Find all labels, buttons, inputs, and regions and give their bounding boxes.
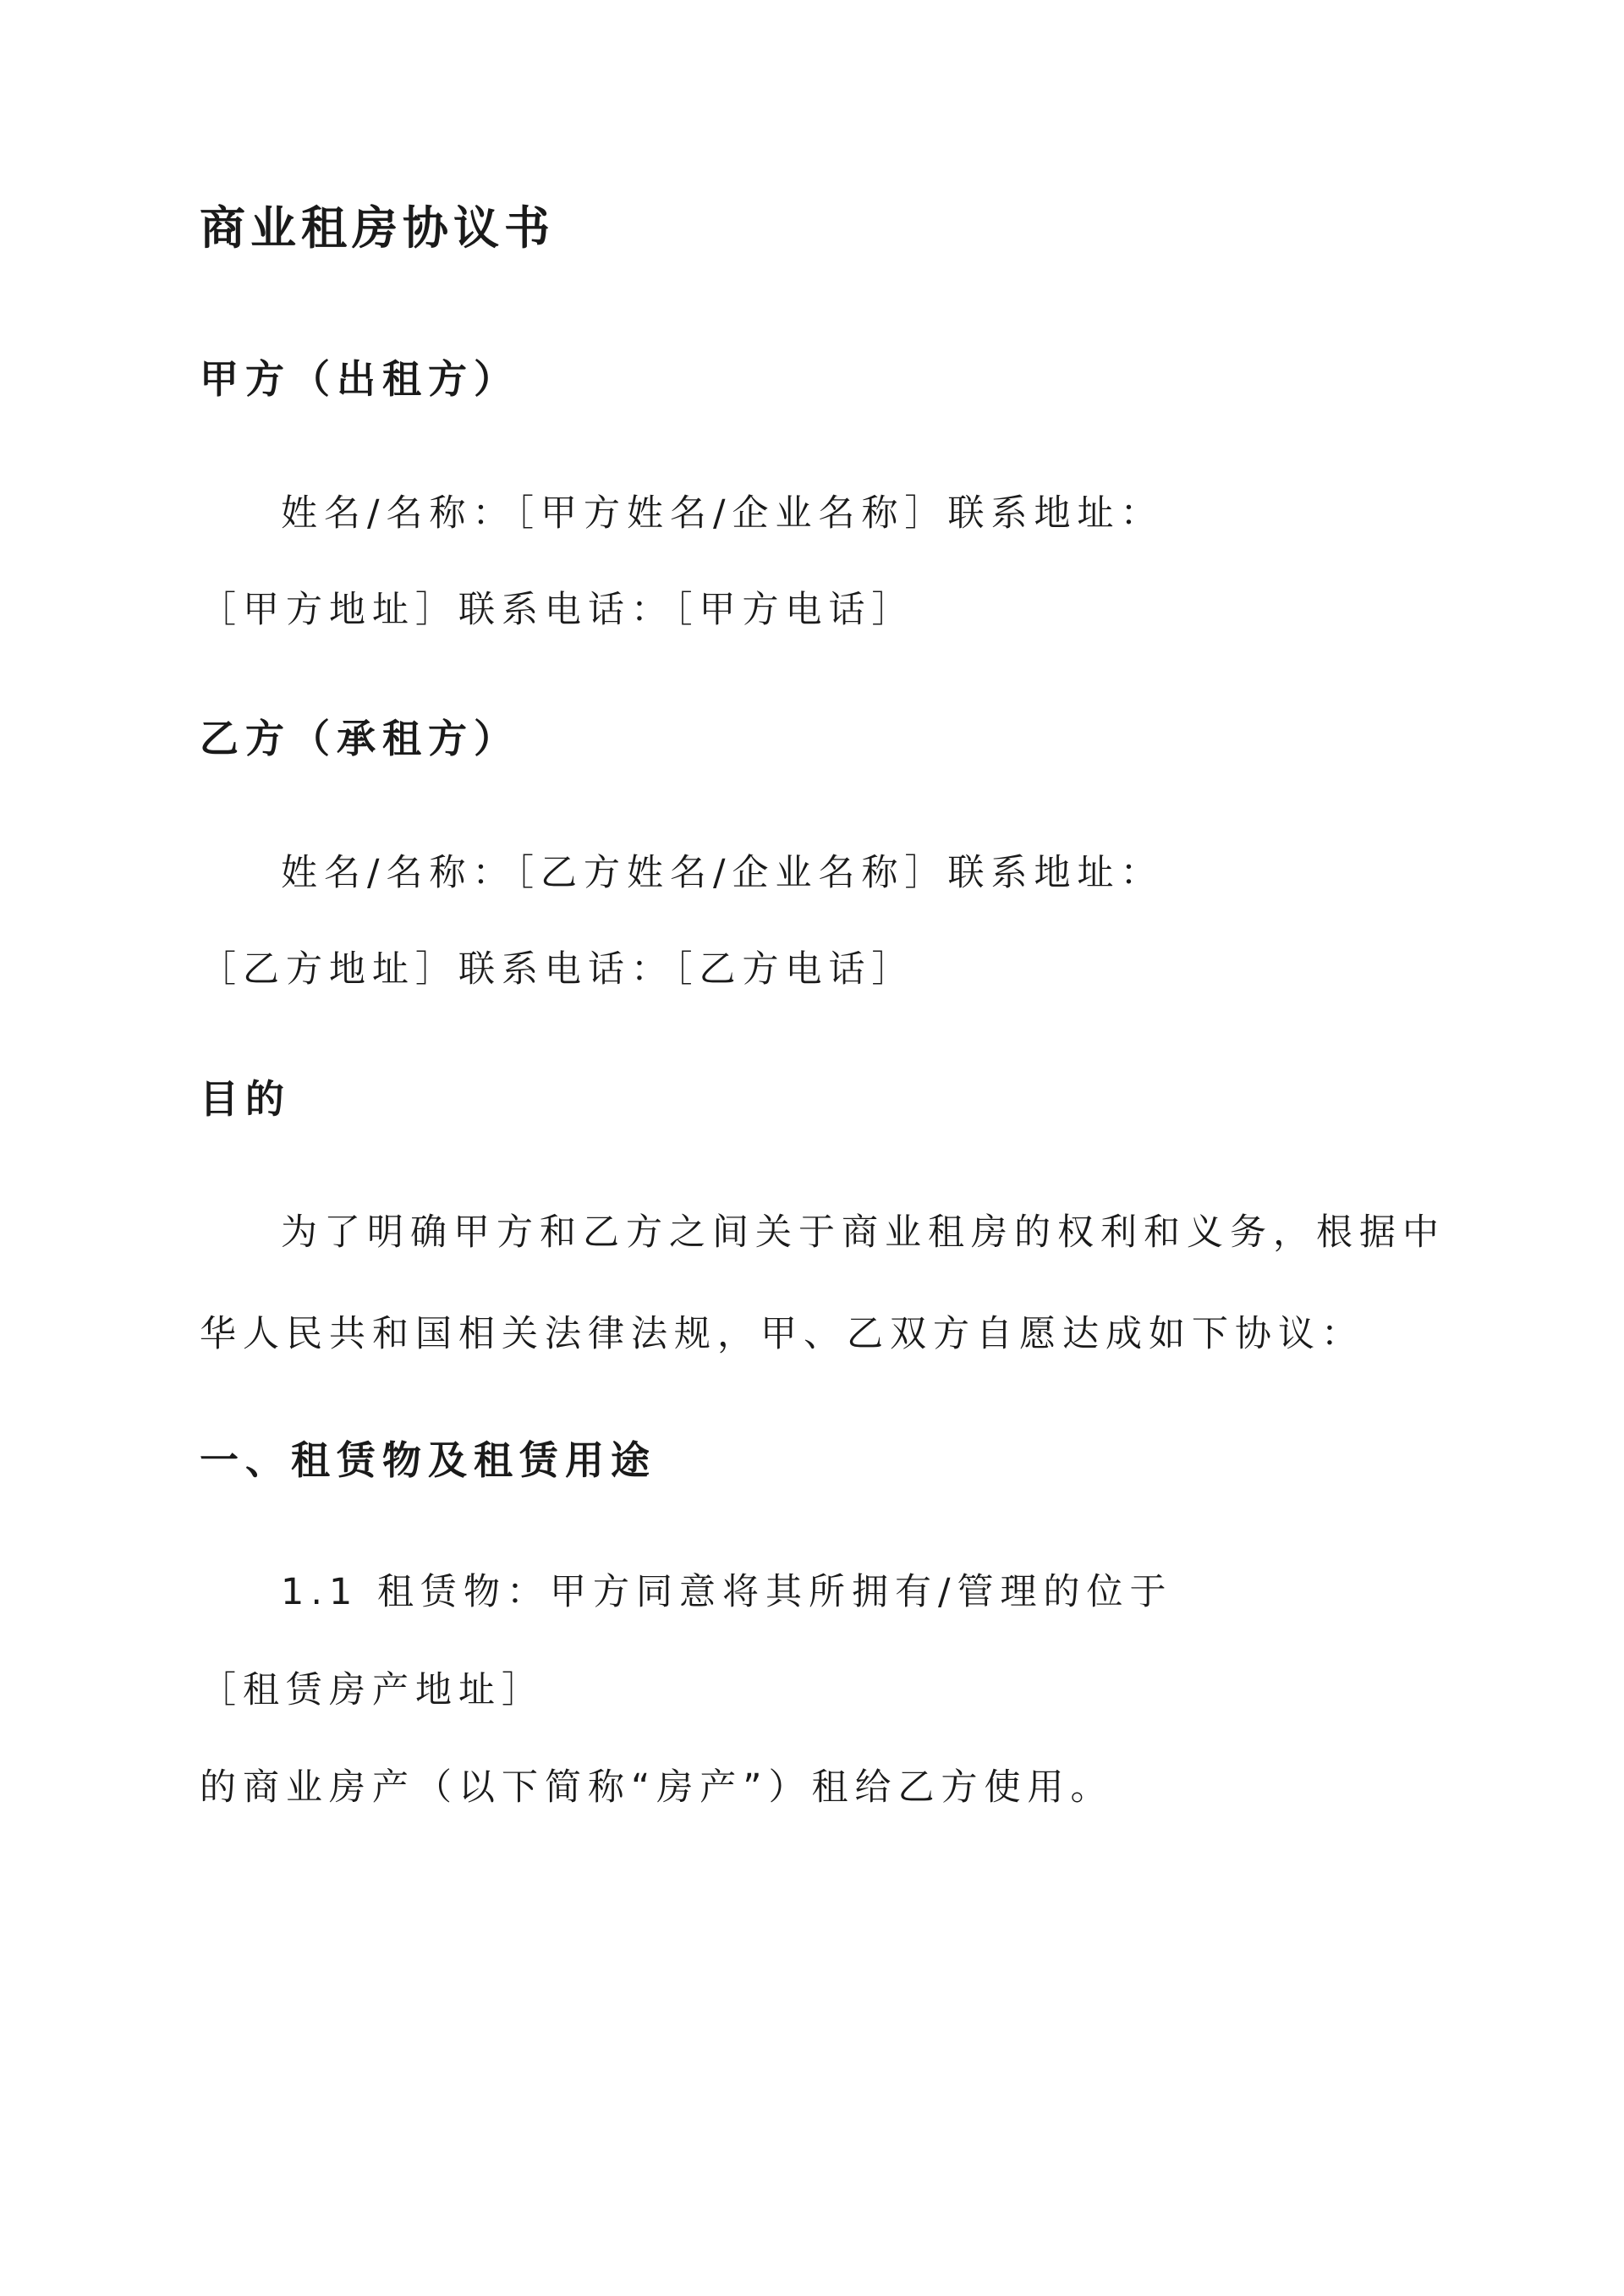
clause-1-1-line-3: 的商业房产（以下简称“房产”）租给乙方使用。 — [200, 1766, 1114, 1809]
section-1-heading: 一、租赁物及租赁用途 — [200, 1437, 656, 1483]
clause-1-1-line-1: 1.1 租赁物：甲方同意将其所拥有/管理的位于 — [281, 1571, 1173, 1613]
document-title: 商业租房协议书 — [200, 201, 555, 255]
party-a-contact-line: ［甲方地址］联系电话：［甲方电话］ — [200, 589, 915, 631]
party-b-name-line: 姓名/名称：［乙方姓名/企业名称］联系地址： — [281, 852, 1164, 894]
party-b-heading: 乙方（承租方） — [200, 716, 519, 761]
purpose-paragraph-line-1: 为了明确甲方和乙方之间关于商业租房的权利和义务，根据中 — [281, 1211, 1446, 1254]
party-a-heading: 甲方（出租方） — [200, 356, 519, 402]
purpose-paragraph-line-2: 华人民共和国相关法律法规，甲、乙双方自愿达成如下协议： — [200, 1313, 1364, 1355]
party-a-name-line: 姓名/名称：［甲方姓名/企业名称］联系地址： — [281, 492, 1164, 535]
party-b-contact-line: ［乙方地址］联系电话：［乙方电话］ — [200, 948, 915, 991]
purpose-heading: 目的 — [200, 1076, 291, 1122]
clause-1-1-line-2: ［租赁房产地址］ — [200, 1669, 545, 1711]
